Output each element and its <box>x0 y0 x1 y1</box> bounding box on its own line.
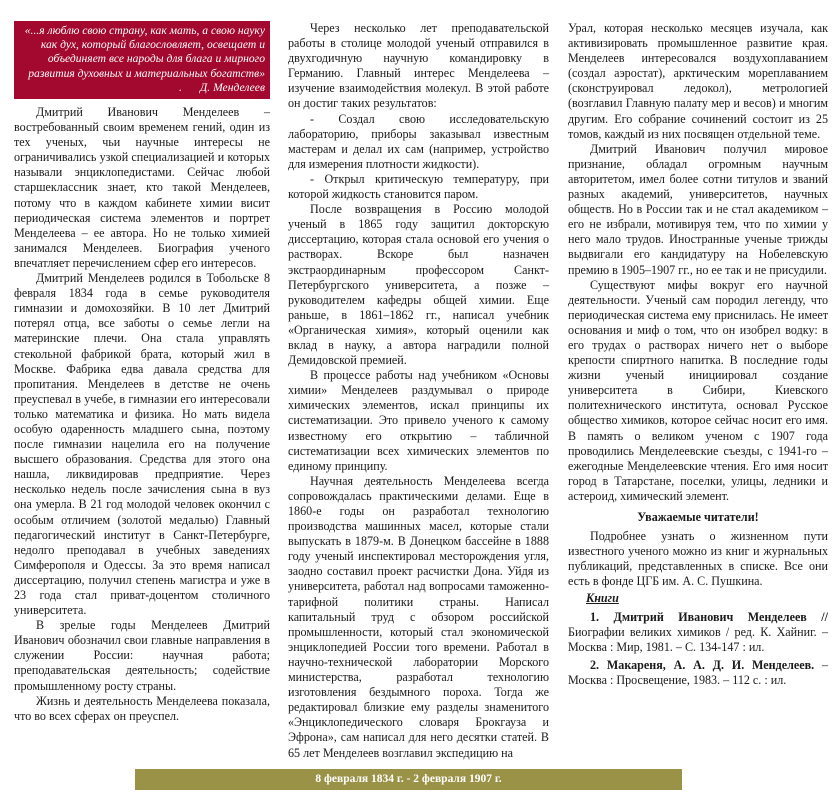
readers-text: Подробнее узнать о жизненном пути известного ученого можно из книг и журнальных публикаций, представленных в списке. Все они есть в фонде ЦГБ им. А. С. Пушкина. <box>568 529 828 589</box>
column-1 <box>14 21 270 724</box>
epigraph-quote-box <box>14 21 270 99</box>
paragraph: В процессе работы над учебником «Основы химии» Менделеев раздумывал о природе химических элементов, искал принципы их систематизации. Это привело ученого к самому известному его открытию – табличной систематизации всех химических элементов по единому принципу. <box>288 368 549 473</box>
bib-number: 1. <box>590 609 600 624</box>
life-dates-banner: 8 февраля 1834 г. - 2 февраля 1907 г. <box>135 769 682 790</box>
paragraph: После возвращения в Россию молодой ученый в 1865 году защитил докторскую диссертацию, которая стала основой его учения о растворах. Вскоре был назначен экстраординарным профессором Санкт-Петербургского университета, а позже – руководителем кафедры общей химии. Еще раньше, в 1861–1862 гг., написал учебник «Органическая химия», который оценили как вклад в науку, а автора наградили полной Демидовской премией. <box>288 202 549 368</box>
column-3 <box>568 21 828 688</box>
paragraph: Дмитрий Менделеев родился в Тобольске 8 февраля 1834 года в семье руководителя гимназии и домохозяйки. В 10 лет Дмитрий потерял отца, все заботы о семье легли на материнские плечи. Она стала управлять стекольной фабрикой брата, который жил в Москве. Фабрика едва давала средства для пропитания. Менделеев в детстве не очень преуспевал в учебе, в гимназии его интересовали только математика и физика. Но мать видела особую одаренность младшего сына, поэтому после гимназии нацелила его на получение высшего образования. Средства для этого она нашла, ликвидировав предприятие. Через несколько недель после зачисления сына в вуз она умерла. В 21 год молодой человек окончил с особым отличием (золотой медалью) Главный педагогический институт в Санкт-Петербурге, недолго преподавал в учебных заведениях Симферополя и Одессы. За это время написал диссертацию, получил степень магистра и уже в 23 года стал приват-доцентом столичного университета. <box>14 271 270 618</box>
list-item: - Открыл критическую температуру, при которой жидкость становится паром. <box>288 171 549 202</box>
paragraph: Научная деятельность Менделеева всегда сопровождалась практическими делами. Еще в 1860-е годы он разработал технологию производства машинных масел, которые стали выпускать в 1879-м. В Донецком бассейне в 1888 году ученый инспектировал месторождения угля, заодно составил проект расчистки Дона. Уйдя из университета, работал над вопросами таможенно-тарифной политики страны. Написал капитальный труд с обзором российской промышленности, который стал экономической энциклопедией России того времени. Работал в научно-технической лаборатории Морского министерства, разработал технологию изготовления бездымного пороха. Тогда же редактировал близкие ему разделы знаменитого «Энциклопедического словаря Брокгауза и Эфрона», сам написал для него десятки статей. В 65 лет Менделеев возглавил экспедицию на <box>288 473 549 760</box>
bib-title: Макареня, А. А. Д. И. Менделеев. <box>606 657 815 672</box>
paragraph: Жизнь и деятельность Менделеева показала, что во всех сферах он преуспел. <box>14 693 270 723</box>
bibliography-item <box>568 610 828 655</box>
paragraph: Урал, которая несколько месяцев изучала, как активизировать промышленное развитие края. Менделеев интересовался воздухоплаванием (создал аэростат), арктическим мореплаванием (сконструировал ледокол), метрологией (возглавил Главную палату мер и весов) и многим другим. Его собрание сочинений состоит из 25 томов, каждый из них посвящен отдельной теме. <box>568 21 828 141</box>
footer <box>0 761 839 799</box>
bib-title: Дмитрий Иванович Менделеев // <box>613 609 828 624</box>
bib-number: 2. <box>590 657 600 672</box>
bib-details: Биографии великих химиков / ред. К. Хайниг. – Москва : Мир, 1981. – С. 134-147 : ил. <box>568 624 828 654</box>
paragraph: Через несколько лет преподавательской работы в столице молодой ученый отправился в двухгодичную научную командировку в Германию. Главный интерес Менделеева – изучение взаимодействия молекул. В этой работе он достиг таких результатов: <box>288 21 549 111</box>
bib-details: – Москва : Просвещение, 1983. – 112 с. : ил. <box>568 657 829 687</box>
paragraph: Дмитрий Иванович получил мировое признание, обладал огромным научным авторитетом, имел более сотни титулов и званий разных академий, университетов, научных обществ. Но в России так и не стал академиком – его не избрали, мотивируя тем, что по химии у него мало трудов. Иностранные ученые трижды выдвигали его кандидатуру на Нобелевскую премию в 1905–1907 гг., но ее так и не присудили. <box>568 141 828 277</box>
epigraph-quote-text: «...я люблю свою страну, как мать, а свою науку как дух, который благословляет, освещает и объединяет все народы для блага и мирного развития духовных и материальных богатств» . <box>24 24 265 94</box>
paragraph: В зрелые годы Менделеев Дмитрий Иванович обозначил свои главные направления в служении России: научная работа; преподавательская деятельность; содействие промышленному росту страны. <box>14 618 270 693</box>
column-2 <box>288 21 549 761</box>
paragraph: Существуют мифы вокруг его научной деятельности. Ученый сам породил легенду, что периодическая система ему приснилась. Не имеет основания и миф о том, что он изобрел водку: в его трудах о растворах ничего нет о выборе крепости спиртного напитка. В последние годы жизни ученый инициировал создание университета в Сибири, Киевского политехнического института, основал Русское общество химиков, которое сейчас носит его имя. В память о великом ученом с 1907 года проводились Менделеевские съезды, с 1941-го – ежегодные Менделеевские чтения. Его имя носит город в Татарстане, поселки, улицы, ледники и астероид, химический элемент. <box>568 277 828 503</box>
paragraph: Дмитрий Иванович Менделеев – востребованный своим временем гений, один из тех ученых, чьи научные интересы не ограничивались узкой специализацией и которых называли энциклопедистами. Сейчас любой старшеклассник знает, кто такой Менделеев, потому что в каждом кабинете химии висит периодическая система элементов и портрет Менделеева – ее автора. Но не только химией занимался Менделеев. Биография ученого впечатляет перечислением сфер его интересов. <box>14 105 270 270</box>
books-section-label: Книги <box>586 591 619 606</box>
epigraph-author: Д. Менделеев <box>199 80 265 94</box>
readers-heading: Уважаемые читатели! <box>637 510 759 524</box>
list-item: - Создал свою исследовательскую лабораторию, приборы заказывал известным мастерам и делал их сам (например, устройство для измерения плотности жидкости). <box>288 111 549 171</box>
bibliography-item <box>568 658 828 688</box>
